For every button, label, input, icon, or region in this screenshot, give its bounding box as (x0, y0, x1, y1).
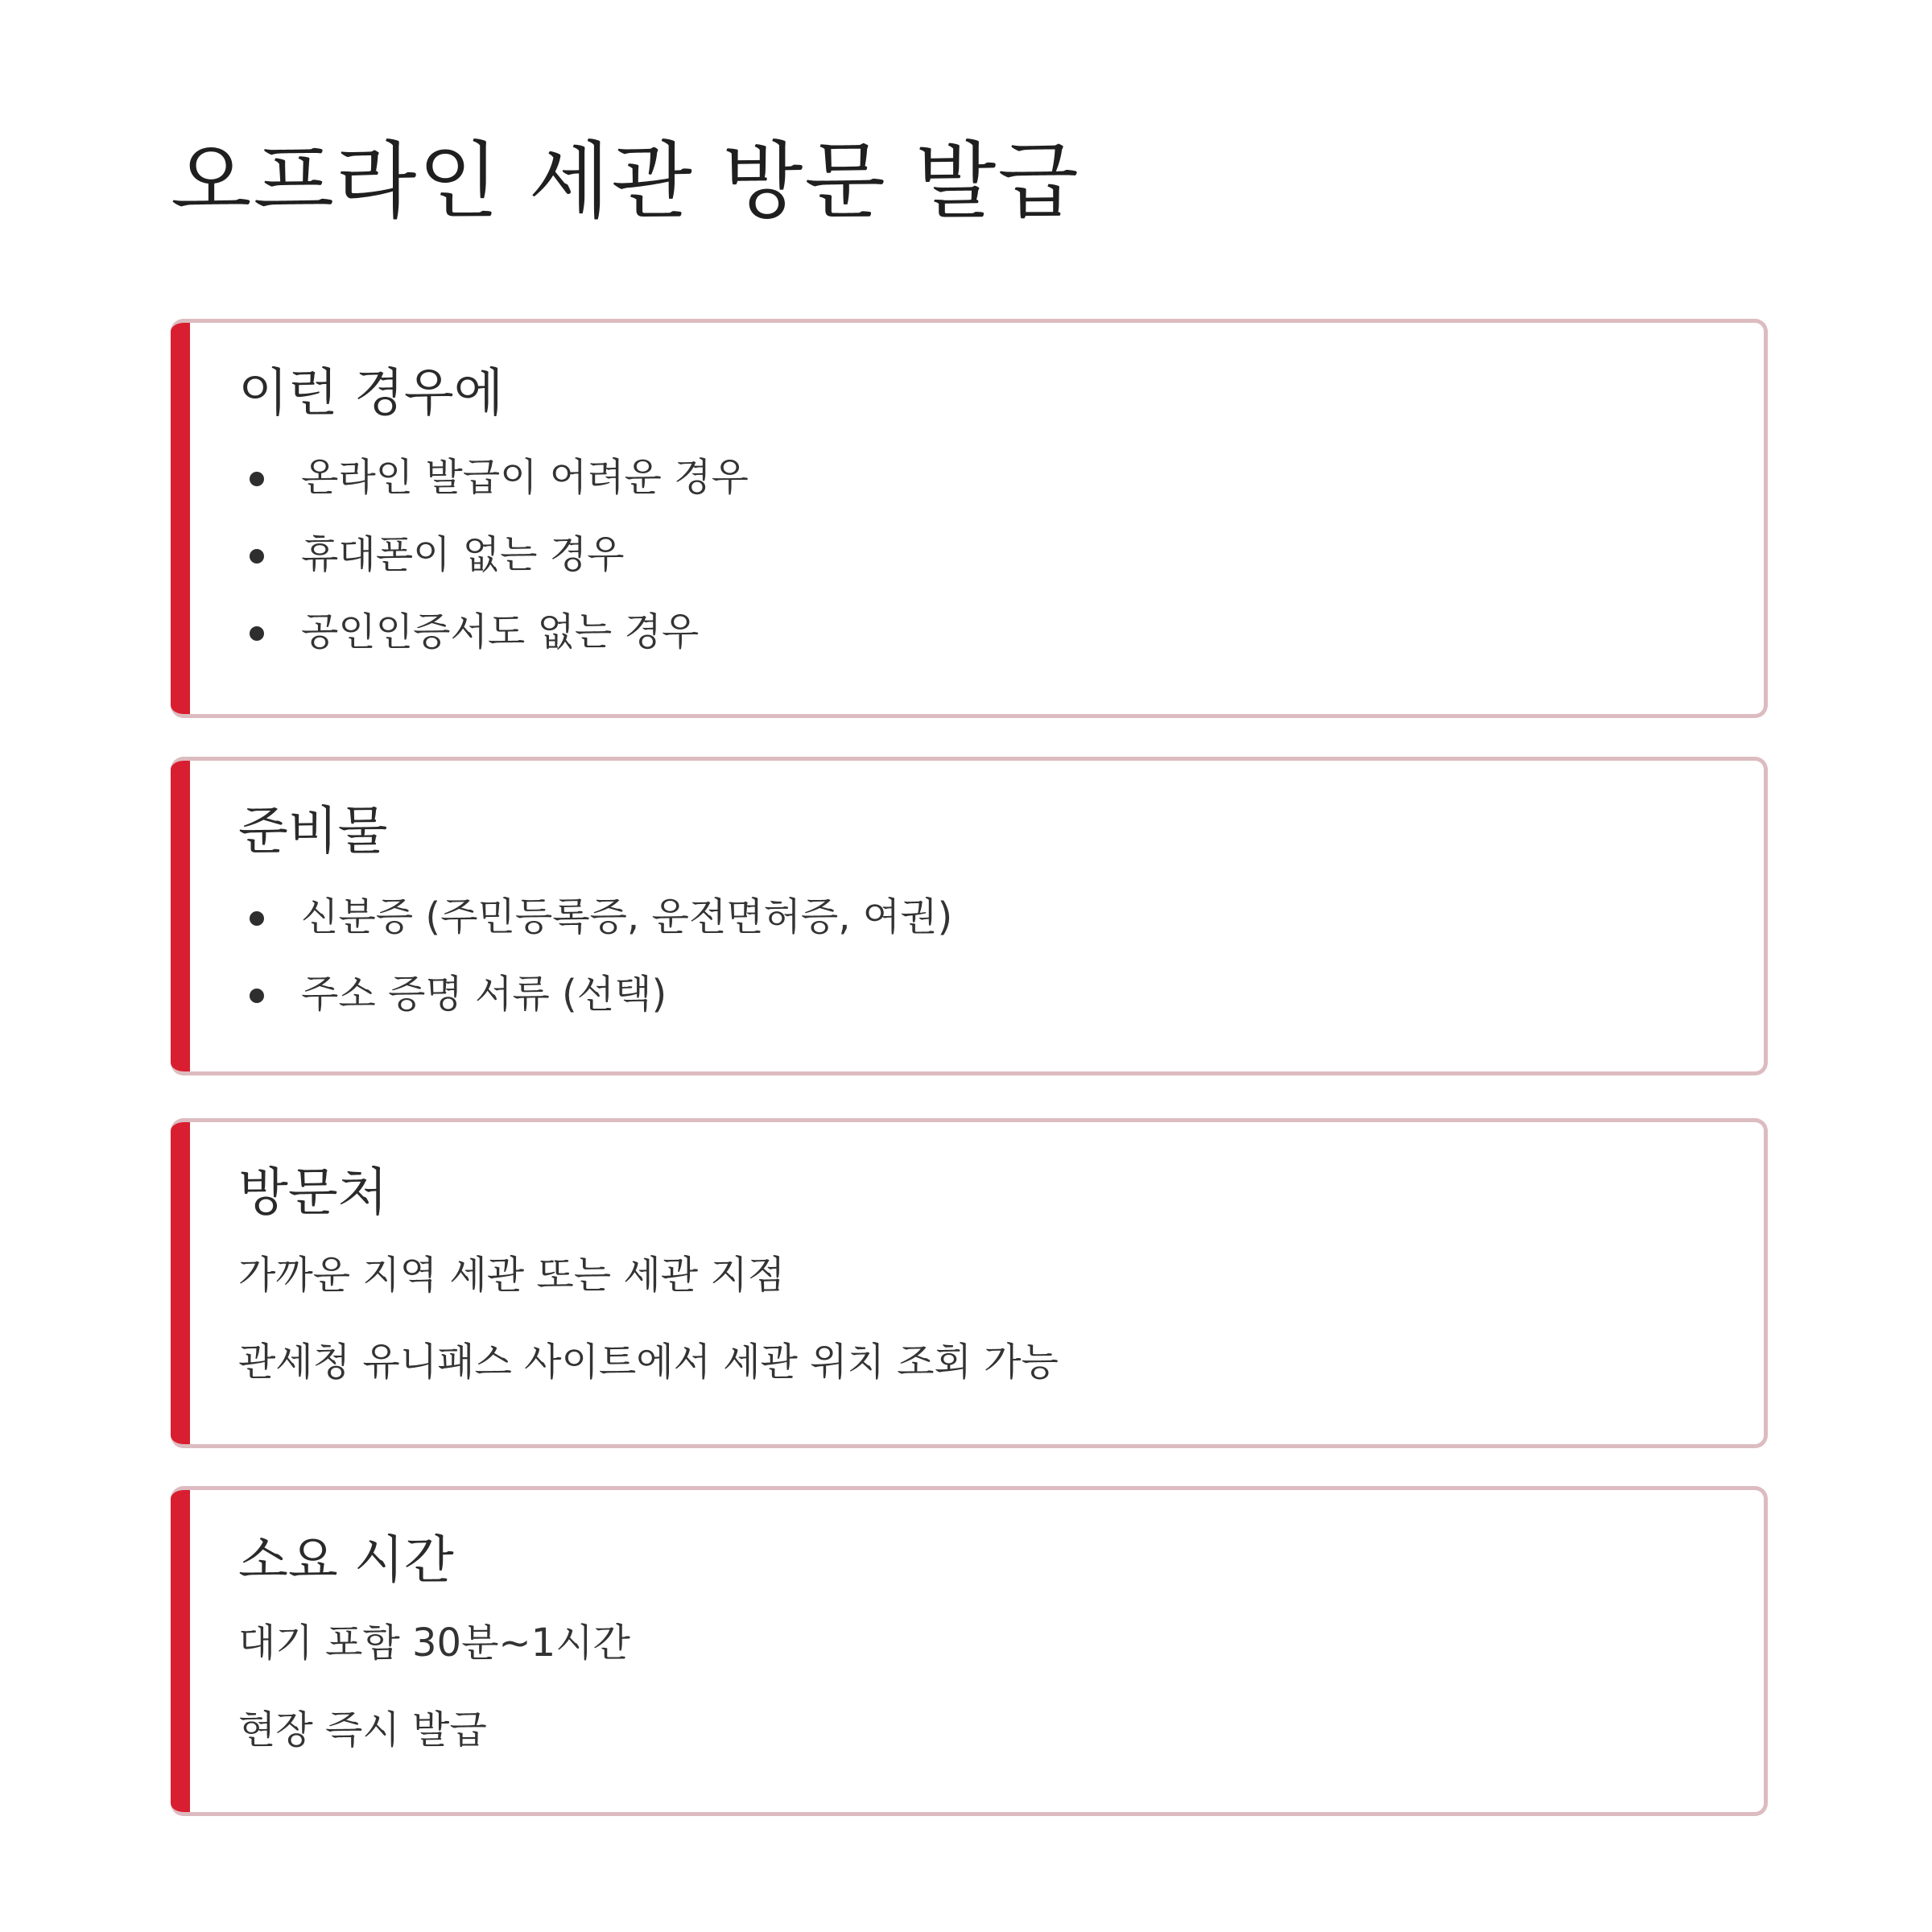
list-item (238, 452, 749, 529)
paragraph-list (238, 1617, 630, 1791)
section-card-requirements (171, 757, 1768, 1075)
bullet-list (238, 891, 952, 1046)
list-item (238, 606, 749, 683)
bullet-icon (250, 472, 264, 486)
page-title: 오프라인 세관 방문 발급 (171, 132, 1080, 230)
section-title: 이런 경우에 (238, 364, 504, 423)
section-title: 방문처 (238, 1163, 388, 1223)
accent-bar (171, 319, 190, 718)
paragraph: 가까운 지역 세관 또는 세관 지점 (238, 1253, 786, 1298)
paragraph: 대기 포함 30분~1시간 (238, 1620, 630, 1666)
page (171, 121, 1768, 242)
section-card-duration (171, 1486, 1768, 1816)
list-item-text: 주소 증명 서류 (선택) (301, 972, 667, 1017)
list-item (238, 968, 952, 1046)
accent-bar (171, 757, 190, 1075)
section-title: 소요 시간 (238, 1531, 454, 1591)
bullet-list (238, 452, 749, 683)
bullet-icon (250, 989, 264, 1003)
bullet-icon (250, 549, 264, 564)
accent-bar (171, 1486, 190, 1816)
bullet-icon (250, 911, 264, 926)
section-card-cases (171, 319, 1768, 718)
section-title: 준비물 (238, 802, 388, 861)
paragraph: 현장 즉시 발급 (238, 1707, 487, 1752)
bullet-icon (250, 626, 264, 641)
list-item-text: 온라인 발급이 어려운 경우 (301, 455, 749, 500)
accent-bar (171, 1118, 190, 1448)
list-item-text: 휴대폰이 없는 경우 (301, 532, 625, 577)
paragraph: 관세청 유니패스 사이트에서 세관 위치 조회 가능 (238, 1340, 1059, 1385)
list-item (238, 891, 952, 968)
list-item-text: 신분증 (주민등록증, 운전면허증, 여권) (301, 894, 953, 939)
paragraph-list (238, 1249, 1059, 1423)
section-card-location (171, 1118, 1768, 1448)
list-item-text: 공인인증서도 없는 경우 (301, 609, 700, 654)
list-item (238, 529, 749, 606)
